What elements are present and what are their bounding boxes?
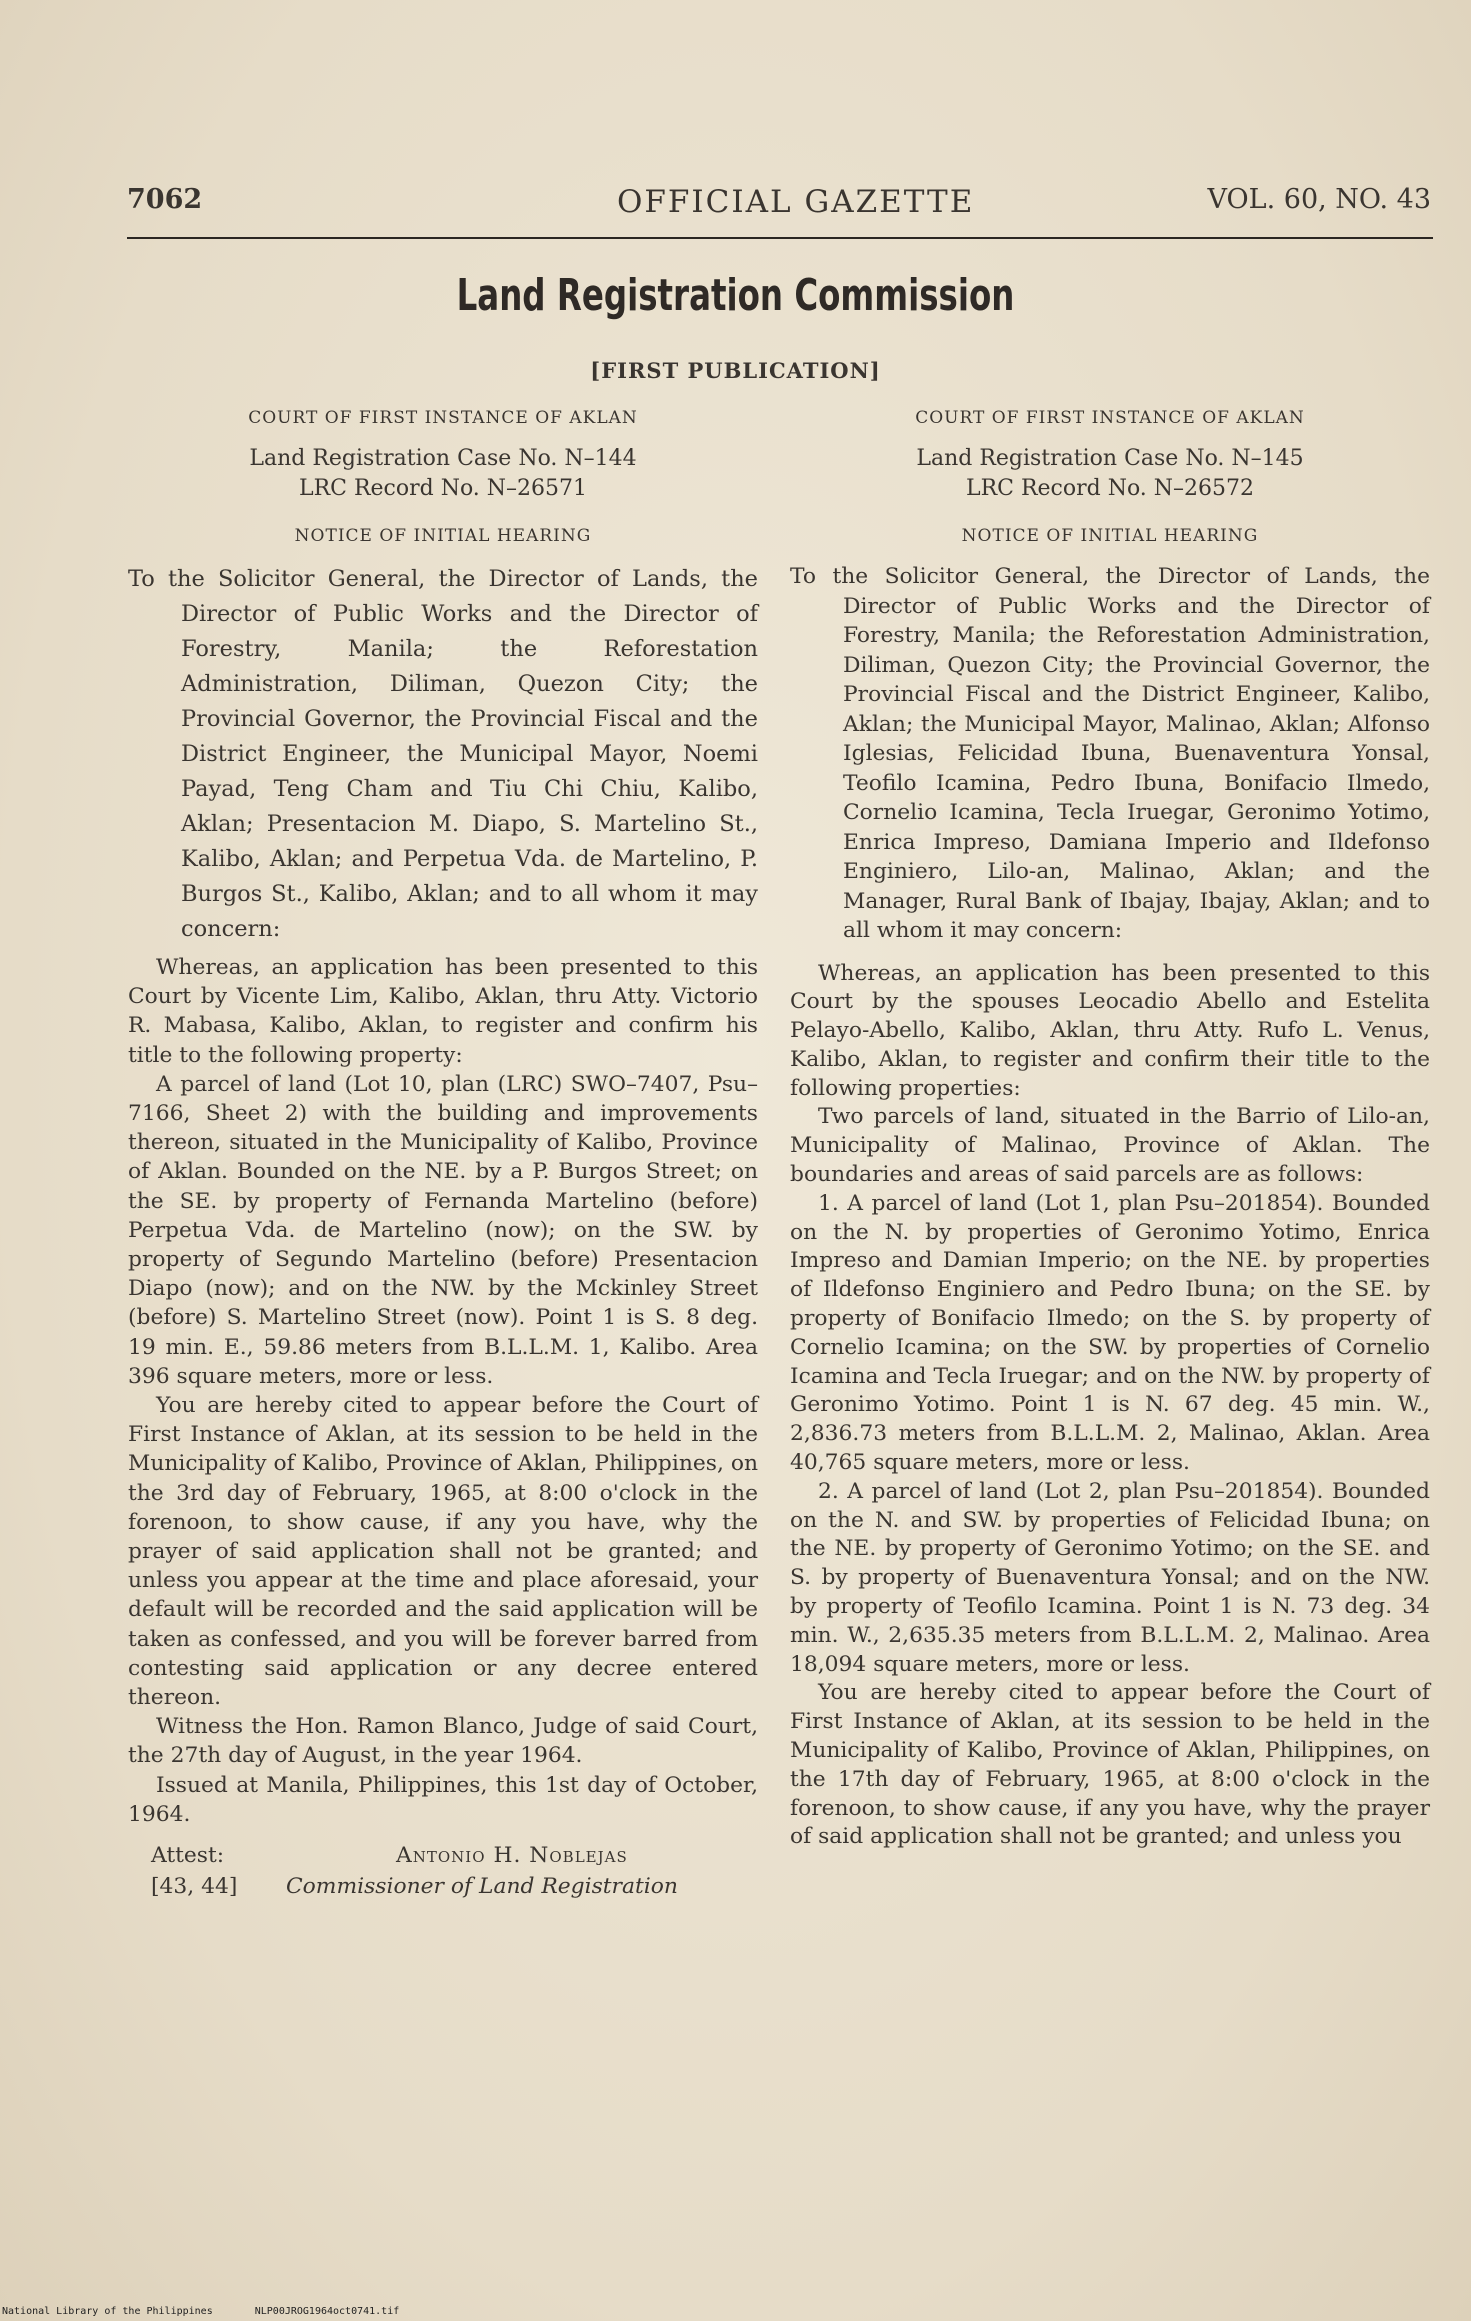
body-paragraph: Witness the Hon. Ramon Blanco, Judge of said Court, the 27th day of August, in the year 1964. bbox=[128, 1714, 758, 1769]
body-paragraph: Two parcels of land, situated in the Barrio of Lilo-an, Municipality of Malinao, Province of Aklan. The boundaries and areas of said parcels are as follows: bbox=[790, 1104, 1430, 1188]
issue-refs: [43, 44] bbox=[151, 1874, 238, 1900]
court-name: COURT OF FIRST INSTANCE OF AKLAN bbox=[915, 408, 1305, 428]
body-paragraph: You are hereby cited to appear before the Court of First Instance of Aklan, at its session to be held in the Municipality of Kalibo, Province of Aklan, Philippines, on the 3rd day of February, 1965, at 8:00 o'clock in the forenoon, to show cause, if any you have, why the prayer of said application shall not be granted; and unless you appear at the time and place aforesaid, your default will be recorded and the said application will be taken as confessed, and you will be forever barred from contesting said application or any decree entered thereon. bbox=[128, 1393, 758, 1711]
body-paragraph: A parcel of land (Lot 10, plan (LRC) SWO–7407, Psu–7166, Sheet 2) with the building and improvements thereon, situated in the Municipality of Kalibo, Province of Aklan. Bounded on the NE. by a P. Burgos Street; on the SE. by property of Fernanda Martelino (before) Perpetua Vda. de Martelino (now); on the SW. by property of Segundo Martelino (before) Presentacion Diapo (now); and on the NW. by the Mckinley Street (before) S. Martelino Street (now). Point 1 is S. 8 deg. 19 min. E., 59.86 meters from B.L.L.M. 1, Kalibo. Area 396 square meters, more or less. bbox=[128, 1071, 758, 1389]
notice-heading: NOTICE OF INITIAL HEARING bbox=[961, 526, 1259, 546]
address-paragraph: To the Solicitor General, the Director of Lands, the Director of Public Works and the Director of Forestry, Manila; the Reforestation Administration, Diliman, Quezon City; the Provincial Governor, the Provincial Fiscal and the District Engineer, Kalibo, Aklan; the Municipal Mayor, Malinao, Aklan; Alfonso Iglesias, Felicidad Ibuna, Buenaventura Yonsal, Teofilo Icamina, Pedro Ibuna, Bonifacio Ilmedo, Cornelio Icamina, Tecla Iruegar, Geronimo Yotimo, Enrica Impreso, Damiana Imperio and Ildefonso Enginiero, Lilo-an, Malinao, Aklan; and the Manager, Rural Bank of Ibajay, Ibajay, Aklan; and to all whom it may concern: bbox=[790, 564, 1430, 943]
left-column bbox=[128, 408, 758, 1905]
body-paragraph: 2. A parcel of land (Lot 2, plan Psu–201854). Bounded on the N. and SW. by properties of Felicidad Ibuna; on the NE. by property of Geronimo Yotimo; on the SE. and S. by property of Buenaventura Yonsal; and on the NW. by property of Teofilo Icamina. Point 1 is N. 73 deg. 34 min. W., 2,635.35 meters from B.L.L.M. 2, Malinao. Area 18,094 square meters, more or less. bbox=[790, 1478, 1430, 1677]
header-rule bbox=[127, 237, 1433, 239]
attestation-block bbox=[128, 1843, 758, 1905]
attest-label: Attest: bbox=[151, 1843, 225, 1869]
publication-tag: [FIRST PUBLICATION] bbox=[590, 358, 881, 383]
library-credit: National Library of the Philippines bbox=[2, 2306, 213, 2317]
right-column bbox=[790, 408, 1430, 1852]
publication-title: OFFICIAL GAZETTE bbox=[617, 184, 975, 220]
commissioner-title: Commissioner of Land Registration bbox=[286, 1874, 678, 1900]
body-paragraph: You are hereby cited to appear before the Court of First Instance of Aklan, at its session to be held in the Municipality of Kalibo, Province of Aklan, Philippines, on the 17th day of February, 1965, at 8:00 o'clock in the forenoon, to show cause, if any you have, why the prayer of said application shall not be granted; and unless you bbox=[790, 1680, 1430, 1850]
body-paragraph: Whereas, an application has been presented to this Court by the spouses Leocadio Abello and Estelita Pelayo-Abello, Kalibo, Aklan, thru Atty. Rufo L. Venus, Kalibo, Aklan, to register and confirm their title to the following properties: bbox=[790, 960, 1430, 1101]
body-paragraph: 1. A parcel of land (Lot 1, plan Psu–201854). Bounded on the N. by properties of Geronimo Yotimo, Enrica Impreso and Damian Imperio; on the NE. by properties of Ildefonso Enginiero and Pedro Ibuna; on the SE. by property of Bonifacio Ilmedo; on the S. by property of Cornelio Icamina; on the SW. by properties of Cornelio Icamina and Tecla Iruegar; and on the NW. by property of Geronimo Yotimo. Point 1 is N. 67 deg. 45 min. W., 2,836.73 meters from B.L.L.M. 2, Malinao, Aklan. Area 40,765 square meters, more or less. bbox=[790, 1190, 1430, 1476]
page-header bbox=[127, 184, 1431, 224]
address-paragraph: To the Solicitor General, the Director of Lands, the Director of Public Works and the Director of Forestry, Manila; the Reforestation Administration, Diliman, Quezon City; the Provincial Governor, the Provincial Fiscal and the District Engineer, the Municipal Mayor, Noemi Payad, Teng Cham and Tiu Chi Chiu, Kalibo, Aklan; Presentacion M. Diapo, S. Martelino St., Kalibo, Aklan; and Perpetua Vda. de Martelino, P. Burgos St., Kalibo, Aklan; and to all whom it may concern: bbox=[128, 566, 758, 942]
record-number: LRC Record No. N–26572 bbox=[965, 476, 1255, 501]
body-paragraph: Issued at Manila, Philippines, this 1st day of October, 1964. bbox=[128, 1772, 758, 1827]
section-title: Land Registration Commission bbox=[456, 270, 1015, 321]
page-number: 7062 bbox=[127, 184, 203, 215]
case-number: Land Registration Case No. N–145 bbox=[916, 446, 1304, 471]
body-paragraph: Whereas, an application has been presented to this Court by Vicente Lim, Kalibo, Aklan, thru Atty. Victorio R. Mabasa, Kalibo, Aklan, to register and confirm his title to the following property: bbox=[128, 955, 758, 1068]
file-name: NLP00JROG1964oct0741.tif bbox=[254, 2306, 400, 2317]
scan-footer bbox=[2, 2306, 399, 2317]
volume-number: VOL. 60, NO. 43 bbox=[1207, 184, 1431, 215]
commissioner-name: Antonio H. Noblejas bbox=[396, 1843, 628, 1869]
case-block bbox=[128, 444, 758, 504]
case-block bbox=[790, 444, 1430, 504]
record-number: LRC Record No. N–26571 bbox=[298, 476, 588, 501]
court-name: COURT OF FIRST INSTANCE OF AKLAN bbox=[248, 408, 638, 428]
case-number: Land Registration Case No. N–144 bbox=[249, 446, 637, 471]
notice-heading: NOTICE OF INITIAL HEARING bbox=[294, 526, 592, 546]
